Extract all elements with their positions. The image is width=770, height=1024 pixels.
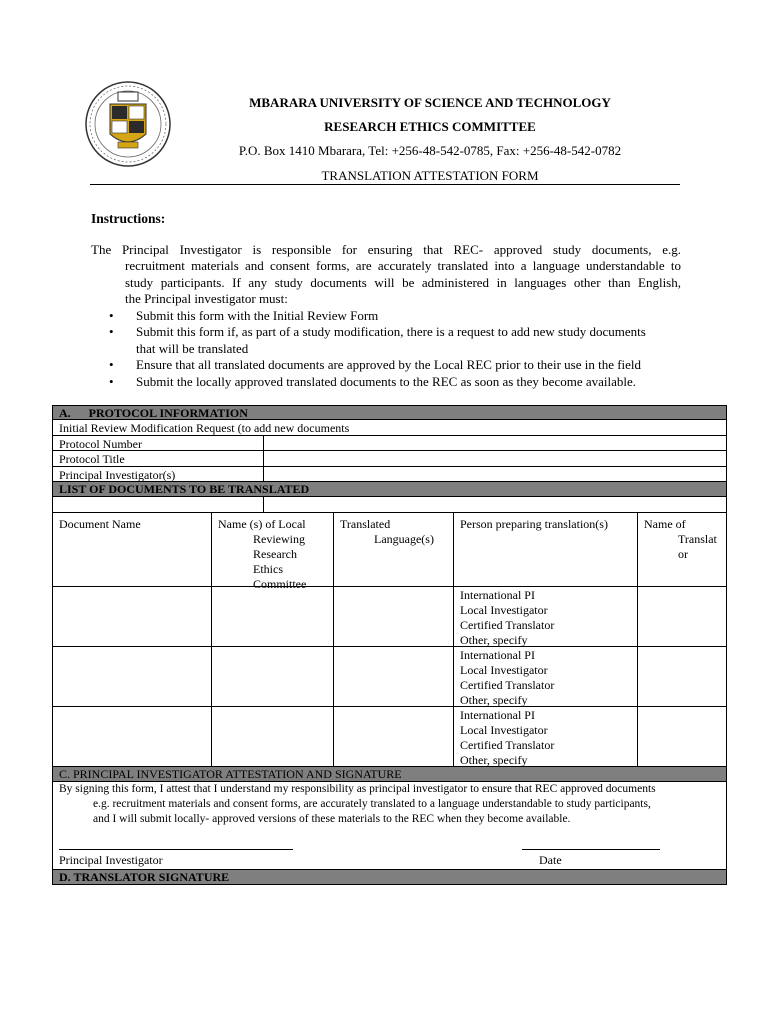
documents-header: LIST OF DOCUMENTS TO BE TRANSLATED: [52, 482, 727, 497]
protocol-number-row: [52, 436, 727, 451]
attestation-line: e.g. recruitment materials and consent forms, are accurately translated to a language understandable to study participants,: [93, 798, 651, 810]
intro-line: recruitment materials and consent forms, are accurately translated into a language understandable to: [125, 258, 681, 274]
bullet-continuation: that will be translated: [136, 340, 249, 356]
documents-header-row: [52, 513, 727, 591]
document-name-field[interactable]: [53, 587, 211, 646]
col-local-rec: [211, 513, 333, 591]
documents-spacer-row: [52, 497, 727, 513]
option-other[interactable]: Other, specify: [460, 693, 528, 707]
option-international-pi[interactable]: International PI: [460, 588, 535, 602]
attestation-line: and I will submit locally- approved versions of these materials to the REC when they become available.: [93, 813, 571, 825]
option-certified-translator[interactable]: Certified Translator: [460, 618, 555, 632]
bullet-item: • Submit this form if, as part of a study modification, there is a request to add new study documents: [109, 324, 646, 340]
intro-line: the Principal investigator must:: [125, 291, 288, 307]
date-label: Date: [539, 853, 562, 867]
protocol-number-field[interactable]: [263, 436, 726, 450]
local-rec-field[interactable]: [211, 707, 333, 766]
col-local-rec-line: Ethics: [253, 562, 283, 576]
instructions-bullets: [109, 308, 684, 390]
intro-line: The Principal Investigator is responsible for ensuring that REC- approved study documents, e.g.: [91, 242, 681, 257]
translator-name-field[interactable]: [637, 707, 726, 766]
pi-row: [52, 467, 727, 482]
local-rec-field[interactable]: [211, 647, 333, 706]
pi-signature-label: Principal Investigator: [59, 853, 163, 867]
col-translated-line: Language(s): [374, 532, 434, 546]
col-local-rec-line: Research: [253, 547, 297, 561]
document-name-field[interactable]: [53, 707, 211, 766]
instructions-title: Instructions:: [91, 211, 166, 226]
pi-label: Principal Investigator(s): [59, 468, 176, 482]
col-translator-line: Name of: [644, 517, 686, 531]
date-line[interactable]: [522, 849, 660, 850]
option-other[interactable]: Other, specify: [460, 753, 528, 767]
person-options: [453, 647, 637, 706]
option-local-investigator[interactable]: Local Investigator: [460, 663, 548, 677]
translator-name-field[interactable]: [637, 647, 726, 706]
spacer-cell: [53, 497, 263, 512]
col-document-name: Document Name: [59, 517, 141, 531]
document-row: [52, 587, 727, 647]
header-divider: [90, 184, 680, 185]
section-a-header: A. PROTOCOL INFORMATION: [52, 405, 727, 420]
attestation-line: By signing this form, I attest that I understand my responsibility as principal investigator to ensure that REC approved documents: [59, 783, 656, 795]
col-translator-name: [637, 513, 726, 586]
language-field[interactable]: [333, 587, 453, 646]
protocol-title-field[interactable]: [263, 451, 726, 466]
pi-field[interactable]: [263, 467, 726, 481]
language-field[interactable]: [333, 647, 453, 706]
col-person-preparing: Person preparing translation(s): [453, 513, 637, 586]
review-type-row: [52, 420, 727, 436]
intro-line: study participants. If any study documents will be administered in languages other than English,: [125, 274, 681, 290]
local-rec-field[interactable]: [211, 587, 333, 646]
protocol-number-label: Protocol Number: [59, 437, 142, 451]
option-local-investigator[interactable]: Local Investigator: [460, 723, 548, 737]
option-certified-translator[interactable]: Certified Translator: [460, 738, 555, 752]
section-c-header: C. PRINCIPAL INVESTIGATOR ATTESTATION AND SIGNATURE: [52, 767, 727, 782]
protocol-title-label: Protocol Title: [59, 452, 125, 466]
option-international-pi[interactable]: International PI: [460, 708, 535, 722]
bullet-item: • Submit the locally approved translated documents to the REC as soon as they become available.: [109, 373, 637, 389]
translator-name-field[interactable]: [637, 587, 726, 646]
col-local-rec-line: Reviewing: [253, 532, 305, 546]
instructions-intro: [91, 242, 681, 308]
col-translated-language: [333, 513, 453, 586]
address-line: P.O. Box 1410 Mbarara, Tel: +256-48-542-0785, Fax: +256-48-542-0782: [238, 143, 622, 158]
attestation-form-table: [52, 405, 727, 885]
committee-name: RESEARCH ETHICS COMMITTEE: [324, 119, 536, 134]
bullet-icon: •: [109, 357, 114, 373]
spacer-cell: [263, 497, 726, 512]
document-name-field[interactable]: [53, 647, 211, 706]
option-local-investigator[interactable]: Local Investigator: [460, 603, 548, 617]
protocol-title-row: [52, 451, 727, 467]
option-certified-translator[interactable]: Certified Translator: [460, 678, 555, 692]
review-type-options[interactable]: Initial Review Modification Request (to add new documents: [59, 421, 350, 435]
section-d-header: D. TRANSLATOR SIGNATURE: [52, 870, 727, 885]
person-options: [453, 587, 637, 646]
bullet-item: • Submit this form with the Initial Review Form: [109, 308, 379, 323]
col-local-rec-line: Committee: [253, 577, 307, 591]
form-title: TRANSLATION ATTESTATION FORM: [321, 168, 539, 183]
language-field[interactable]: [333, 707, 453, 766]
col-local-rec-line: Name (s) of Local: [218, 517, 306, 531]
col-translator-line: or: [678, 547, 688, 561]
document-row: [52, 647, 727, 707]
col-translated-line: Translated: [340, 517, 391, 531]
document-row: [52, 707, 727, 767]
bullet-icon: •: [109, 324, 114, 340]
bullet-icon: •: [109, 373, 114, 389]
bullet-item: • Ensure that all translated documents are approved by the Local REC prior to their use in the field: [109, 357, 642, 373]
pi-signature-line[interactable]: [59, 849, 293, 850]
col-translator-line: Translat: [678, 532, 717, 546]
option-other[interactable]: Other, specify: [460, 633, 528, 647]
option-international-pi[interactable]: International PI: [460, 648, 535, 662]
bullet-icon: •: [109, 308, 114, 323]
university-name: MBARARA UNIVERSITY OF SCIENCE AND TECHNOLOGY: [249, 95, 611, 110]
attestation-block: [52, 782, 727, 870]
person-options: [453, 707, 637, 766]
university-seal-logo: [84, 80, 172, 168]
